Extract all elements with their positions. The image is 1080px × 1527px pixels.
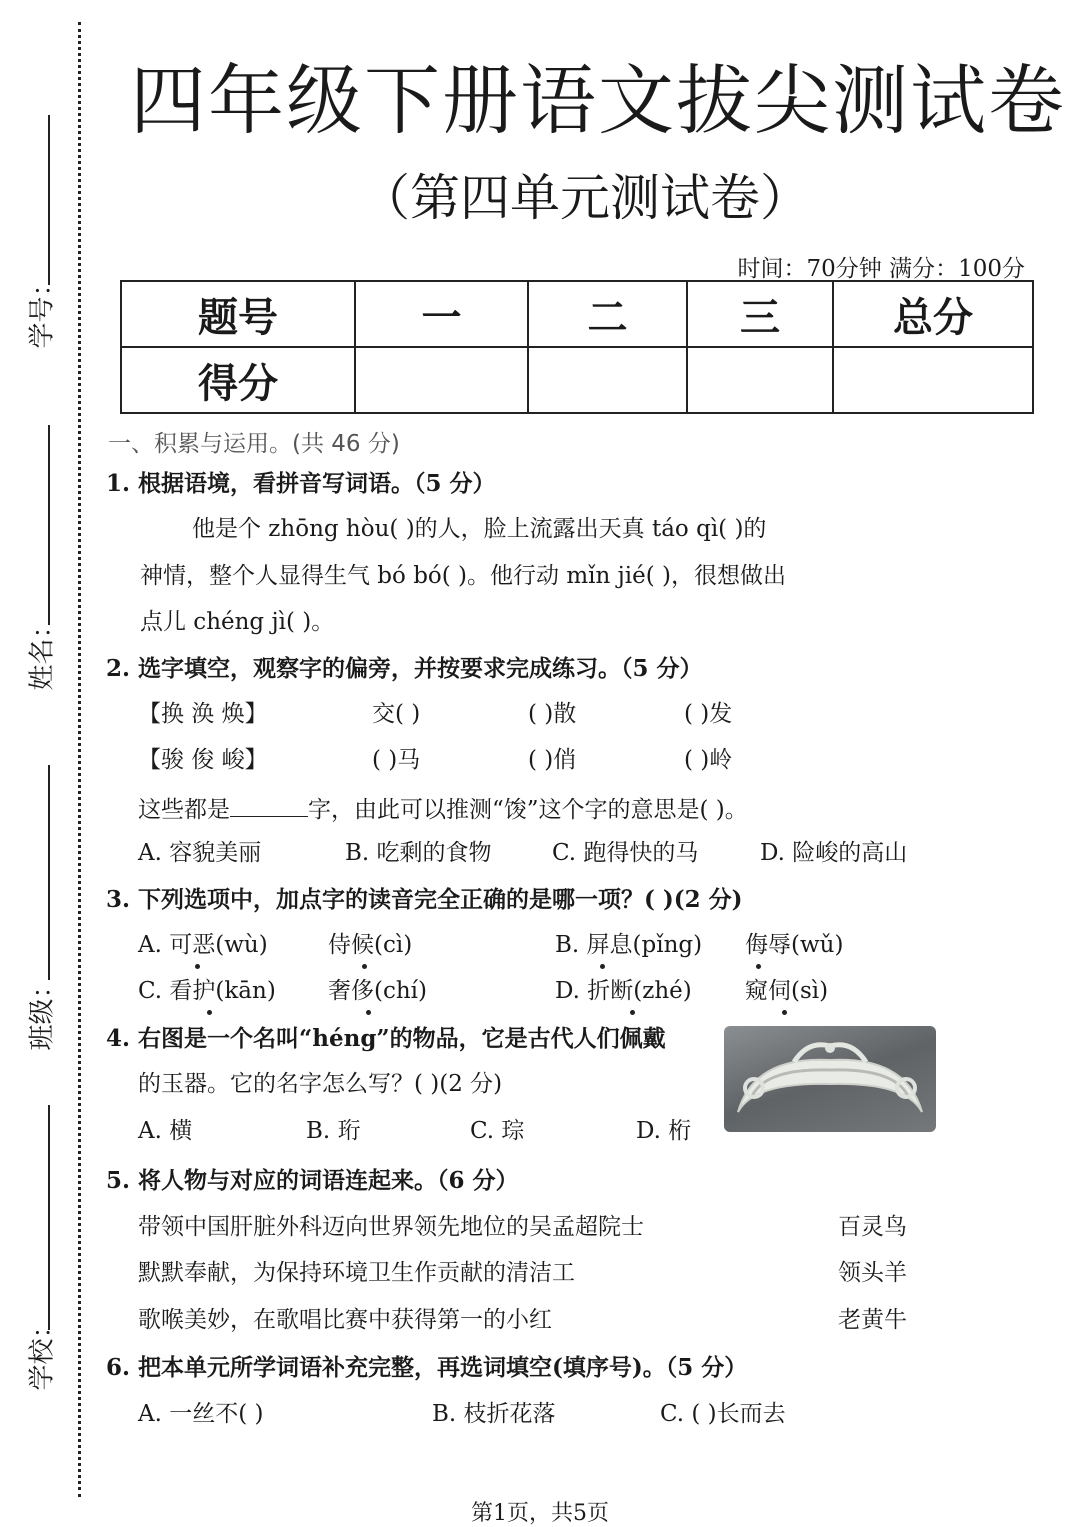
score-cell-2[interactable] (528, 347, 687, 413)
q4-line-2: 的玉器。它的名字怎么写？( )(2 分) (138, 1071, 503, 1097)
q5-heading: 5. 将人物与对应的词语连起来。（6 分） (106, 1167, 519, 1194)
q3-option-c1: C. 看护(kān) (138, 978, 276, 1004)
q5-right-2: 领头羊 (838, 1260, 907, 1286)
q2-row1-c: ( )发 (684, 701, 733, 727)
q1-line-2: 神情，整个人显得生气 bó bó( )。他行动 mǐn jié( )，很想做出 (140, 563, 786, 589)
q2-fill-blank[interactable] (230, 796, 308, 817)
q3-option-d1: D. 折断(zhé) (555, 978, 692, 1004)
emphasis-dot (366, 1010, 371, 1015)
q2-row1-chars: 【换 涣 焕】 (138, 701, 268, 727)
q6-option-c: C. ( )长而去 (660, 1401, 786, 1427)
school-line (48, 1105, 50, 1330)
q6-option-b: B. 枝折花落 (432, 1401, 556, 1427)
q6-heading: 6. 把本单元所学词语补充完整，再选词填空(填序号)。（5 分） (106, 1354, 748, 1381)
q3-option-d2: 窥伺(sì) (745, 978, 829, 1004)
q2-option-b: B. 吃剩的食物 (345, 840, 492, 866)
section-heading: 一、积累与运用。(共 46 分) (108, 431, 400, 457)
jade-pendant-image (724, 1026, 936, 1132)
emphasis-dot (756, 964, 761, 969)
student-no-label: 学号： (27, 270, 58, 349)
q3-option-a1: A. 可恶(wù) (138, 932, 268, 958)
q1-heading: 1. 根据语境，看拼音写词语。（5 分） (106, 470, 496, 497)
score-table (120, 280, 1034, 414)
binding-dashed-line (78, 22, 81, 1497)
page-title: 四年级下册语文拔尖测试卷 (130, 56, 1066, 145)
q4-option-d: D. 桁 (636, 1118, 692, 1144)
score-cell-3[interactable] (687, 347, 833, 413)
q4-option-c: C. 琮 (470, 1118, 525, 1144)
emphasis-dot (362, 964, 367, 969)
page-footer: 第1页，共5页 (471, 1501, 609, 1526)
class-label: 班级： (27, 972, 58, 1051)
q2-heading: 2. 选字填空，观察字的偏旁，并按要求完成练习。（5 分） (106, 655, 703, 682)
q2-line-3-a: 这些都是 (138, 797, 230, 823)
q5-left-3: 歌喉美妙，在歌唱比赛中获得第一的小红 (138, 1307, 552, 1333)
q5-left-2: 默默奉献，为保持环境卫生作贡献的清洁工 (138, 1260, 575, 1286)
q5-right-1: 百灵鸟 (838, 1214, 907, 1240)
score-header-total: 总分 (833, 281, 1033, 347)
q4-option-a: A. 横 (138, 1118, 193, 1144)
q2-row1-b: ( )散 (528, 701, 577, 727)
emphasis-dot (630, 1010, 635, 1015)
emphasis-dot (207, 1010, 212, 1015)
q2-option-c: C. 跑得快的马 (552, 840, 699, 866)
school-label: 学校： (27, 1312, 58, 1391)
q2-row2-a: ( )马 (372, 747, 421, 773)
score-cell-1[interactable] (355, 347, 528, 413)
q2-option-a: A. 容貌美丽 (138, 840, 262, 866)
q6-option-a: A. 一丝不( ) (138, 1401, 264, 1427)
score-header-1: 一 (355, 281, 528, 347)
q5-left-1: 带领中国肝脏外科迈向世界领先地位的吴孟超院士 (138, 1214, 644, 1240)
q3-option-b1: B. 屏息(pǐng) (555, 932, 703, 958)
score-row-label: 得分 (121, 347, 355, 413)
emphasis-dot (782, 1010, 787, 1015)
q3-option-a2: 侍候(cì) (328, 932, 413, 958)
q1-line-1: 他是个 zhōng hòu( )的人，脸上流露出天真 táo qì( )的 (192, 516, 767, 542)
q2-line-3-b: 字，由此可以推测“馂”这个字的意思是( )。 (308, 797, 748, 823)
score-header-label: 题号 (121, 281, 355, 347)
score-cell-total[interactable] (833, 347, 1033, 413)
q3-option-b2: 侮辱(wǔ) (745, 932, 844, 958)
q3-option-c2: 奢侈(chí) (328, 978, 427, 1004)
name-label: 姓名： (27, 612, 58, 691)
q5-right-3: 老黄牛 (838, 1307, 907, 1333)
score-header-3: 三 (687, 281, 833, 347)
score-header-2: 二 (528, 281, 687, 347)
class-line (48, 765, 50, 980)
q2-row2-b: ( )俏 (528, 747, 577, 773)
q3-heading: 3. 下列选项中，加点字的读音完全正确的是哪一项？( )(2 分) (106, 886, 743, 913)
student-no-line (48, 115, 50, 285)
q2-row2-chars: 【骏 俊 峻】 (138, 747, 268, 773)
q2-row1-a: 交( ) (372, 701, 421, 727)
q1-line-3: 点儿 chéng jì( )。 (140, 609, 335, 635)
q2-row2-c: ( )岭 (684, 747, 733, 773)
q2-line-3 (138, 796, 748, 822)
emphasis-dot (600, 964, 605, 969)
q4-heading: 4. 右图是一个名叫“héng”的物品，它是古代人们佩戴 (106, 1025, 666, 1052)
exam-meta: 时间：70分钟 满分：100分 (737, 256, 1025, 282)
emphasis-dot (195, 964, 200, 969)
q4-option-b: B. 珩 (306, 1118, 361, 1144)
q2-option-d: D. 险峻的高山 (760, 840, 908, 866)
page-subtitle: （第四单元测试卷） (360, 169, 810, 227)
name-line (48, 425, 50, 625)
